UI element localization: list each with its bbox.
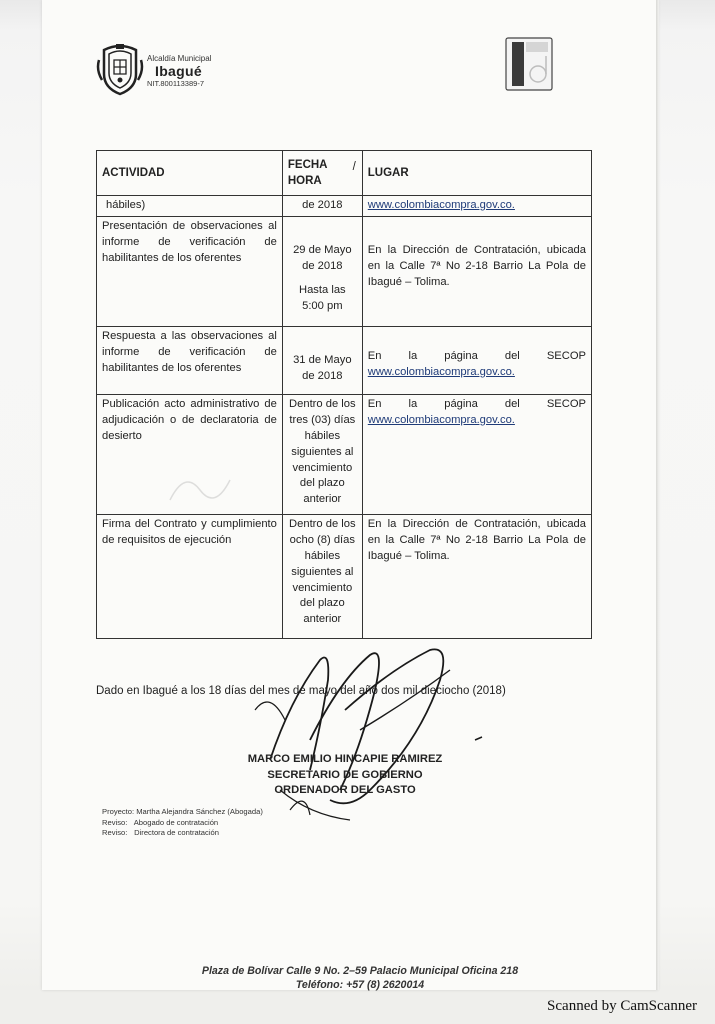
row1-fecha-date: 29 de Mayo de 2018 (293, 243, 352, 272)
row4-lugar: En la Dirección de Contratación, ubicada en la Calle 7ª No 2-18 Barrio La Pola de Ibagué – Tolima. (362, 514, 591, 638)
table-row (97, 216, 592, 326)
footer-address: Plaza de Bolívar Calle 9 No. 2–59 Palacio Municipal Oficina 218 (201, 965, 519, 977)
credit-reviso-1-value: Abogado de contratación (133, 817, 219, 827)
row1-actividad: Presentación de observaciones al informe de verificación de habilitantes de los oferentes (97, 216, 283, 326)
row0-fecha: de 2018 (282, 196, 362, 217)
header-fecha: FECHA (287, 158, 328, 171)
row0-actividad: hábiles) (97, 196, 283, 217)
row3-lugar-text: En la página del SECOP (367, 397, 586, 410)
credit-proyecto-label: Proyecto: (102, 807, 135, 816)
handwritten-signature (250, 640, 500, 830)
row0-link-colombiacompra[interactable]: www.colombiacompra.gov.co. (367, 199, 515, 211)
entity-line2: Ibagué (155, 62, 202, 79)
row2-lugar (362, 326, 591, 394)
signatory-block (230, 752, 460, 799)
header-slash: / (352, 161, 356, 173)
row1-fecha-time: Hasta las 5:00 pm (299, 283, 346, 312)
row2-actividad: Respuesta a las observaciones al informe de verificación de habilitantes de los oferentes (97, 326, 283, 394)
row3-link-colombiacompra[interactable]: www.colombiacompra.gov.co. (367, 413, 515, 426)
closing-date-line: Dado en Ibagué a los 18 días del mes de mayo del año dos mil dieciocho (2018) (96, 685, 506, 697)
row1-fecha (282, 216, 362, 326)
footer-phone: Teléfono: +57 (8) 2620014 (295, 979, 425, 992)
row4-fecha: Dentro de los ocho (8) días hábiles siguientes al vencimiento del plazo anterior (282, 514, 362, 638)
schedule-table (96, 150, 592, 639)
page-footer (150, 964, 570, 993)
page-edge (656, 0, 659, 990)
row2-lugar-text: En la página del SECOP (367, 349, 586, 362)
row2-fecha: 31 de Mayo de 2018 (282, 326, 362, 394)
credit-reviso-2-value: Directora de contratación (134, 828, 219, 838)
credit-reviso-1-label: Reviso: (102, 817, 128, 827)
credits-block (102, 807, 263, 839)
header-actividad: ACTIVIDAD (97, 151, 283, 196)
ibague-coat-of-arms-icon (96, 40, 144, 96)
capital-musical-logo-icon (504, 34, 556, 94)
header-hora: HORA (287, 175, 322, 187)
header-lugar: LUGAR (362, 151, 591, 196)
table-header-row (97, 151, 592, 196)
entity-nit: NIT.800113389-7 (147, 79, 204, 89)
credit-reviso-2-label: Reviso: (102, 828, 128, 838)
credit-proyecto-value: Martha Alejandra Sánchez (Abogada) (136, 807, 263, 816)
credit-reviso-2 (102, 828, 263, 839)
signatory-title: SECRETARIO DE GOBIERNO (267, 768, 423, 781)
table-row (97, 514, 592, 638)
row3-actividad: Publicación acto administrativo de adjudicación o de declaratoria de desierto (97, 394, 283, 514)
entity-name (147, 55, 211, 88)
row2-link-colombiacompra[interactable]: www.colombiacompra.gov.co. (367, 365, 515, 378)
entity-line1: Alcaldía Municipal (147, 54, 212, 63)
row3-fecha: Dentro de los tres (03) días hábiles siguientes al vencimiento del plazo anterior (282, 394, 362, 514)
faint-stamp-mark (160, 460, 250, 520)
row3-lugar (362, 394, 591, 514)
signatory-name: MARCO EMILIO HINCAPIE RAMIREZ (247, 753, 443, 765)
header-fecha-hora (282, 151, 362, 196)
credit-reviso-1 (102, 818, 263, 829)
credit-proyecto (102, 807, 263, 818)
row4-actividad: Firma del Contrato y cumplimiento de requisitos de ejecución (97, 514, 283, 638)
table-row (97, 326, 592, 394)
signatory-role: ORDENADOR DEL GASTO (274, 784, 416, 797)
table-row (97, 196, 592, 217)
row1-lugar: En la Dirección de Contratación, ubicada en la Calle 7ª No 2-18 Barrio La Pola de Ibagué – Tolima. (362, 216, 591, 326)
camscanner-watermark: Scanned by CamScanner (547, 998, 697, 1014)
